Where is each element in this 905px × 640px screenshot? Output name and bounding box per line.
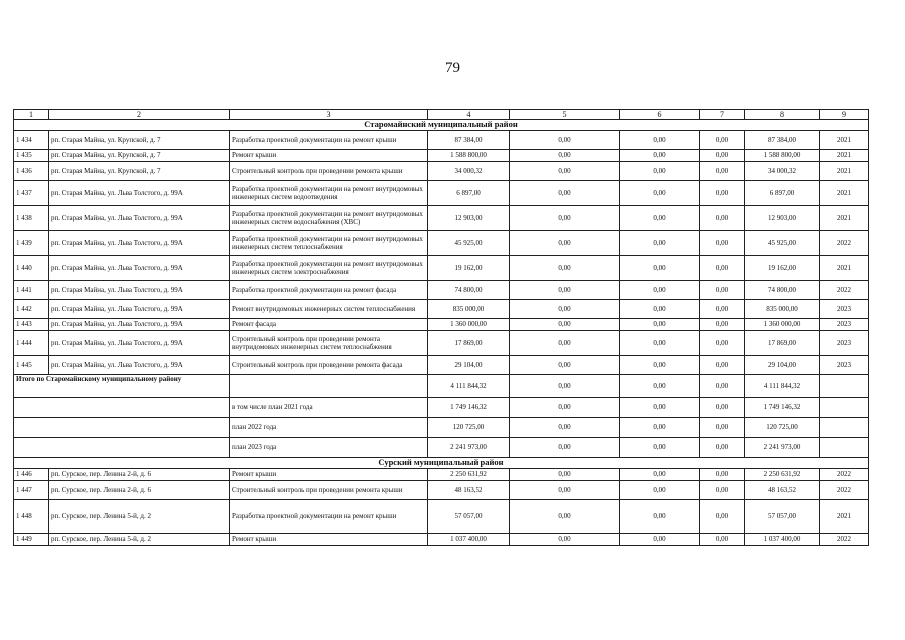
year-cell: 2022 xyxy=(820,480,869,499)
table-row xyxy=(14,480,869,499)
plan-label: план 2023 года xyxy=(230,437,428,457)
amount-col5-cell: 0,00 xyxy=(510,130,620,149)
address-cell: рп. Старая Майна, ул. Льва Толстого, д. 99А xyxy=(49,230,230,255)
address-cell: рп. Сурское, пер. Ленина 5-й, д. 2 xyxy=(49,533,230,545)
amount-total-cell: 45 925,00 xyxy=(428,230,510,255)
amount-col5-cell: 0,00 xyxy=(510,499,620,533)
amount-col6-cell: 0,00 xyxy=(620,149,700,161)
amount-col7-cell: 0,00 xyxy=(700,330,745,355)
plan-amount-cell: 1 749 146,32 xyxy=(428,397,510,417)
amount-col5-cell: 0,00 xyxy=(510,318,620,330)
plan-col6-cell: 0,00 xyxy=(620,397,700,417)
work-type-cell: Строительный контроль при проведении ремонта крыши xyxy=(230,161,428,180)
amount-total-cell: 19 162,00 xyxy=(428,255,510,280)
row-number: 1 446 xyxy=(14,468,49,480)
address-cell: рп. Старая Майна, ул. Крупской, д. 7 xyxy=(49,161,230,180)
table-row xyxy=(14,330,869,355)
row-number: 1 436 xyxy=(14,161,49,180)
col-header-8: 8 xyxy=(745,110,820,120)
year-cell: 2023 xyxy=(820,330,869,355)
plan-col5-cell: 0,00 xyxy=(510,397,620,417)
plan-label: в том числе план 2021 года xyxy=(230,397,428,417)
address-cell: рп. Сурское, пер. Ленина 2-й, д. 6 xyxy=(49,480,230,499)
work-type-cell: Строительный контроль при проведении ремонта внутридомовых инженерных систем теплоснабжения xyxy=(230,330,428,355)
plan-year-empty xyxy=(820,437,869,457)
total-col7-cell: 0,00 xyxy=(700,374,745,397)
amount-col7-cell: 0,00 xyxy=(700,230,745,255)
amount-col7-cell: 0,00 xyxy=(700,468,745,480)
work-type-cell: Разработка проектной документации на ремонт внутридомовых инженерных систем водоснабжения (ХВС) xyxy=(230,205,428,230)
amount-col6-cell: 0,00 xyxy=(620,280,700,299)
year-cell: 2021 xyxy=(820,255,869,280)
work-type-cell: Разработка проектной документации на ремонт внутридомовых инженерных систем водоотведения xyxy=(230,180,428,205)
amount-col6-cell: 0,00 xyxy=(620,205,700,230)
work-type-cell: Разработка проектной документации на ремонт крыши xyxy=(230,499,428,533)
amount-col6-cell: 0,00 xyxy=(620,130,700,149)
amount-col7-cell: 0,00 xyxy=(700,161,745,180)
table-row xyxy=(14,205,869,230)
amount-col8-cell: 12 903,00 xyxy=(745,205,820,230)
table-row xyxy=(14,318,869,330)
plan-row xyxy=(14,437,869,457)
table-row xyxy=(14,230,869,255)
col-header-9: 9 xyxy=(820,110,869,120)
amount-col7-cell: 0,00 xyxy=(700,255,745,280)
col-header-5: 5 xyxy=(510,110,620,120)
table-row xyxy=(14,149,869,161)
col-header-3: 3 xyxy=(230,110,428,120)
amount-total-cell: 29 104,00 xyxy=(428,355,510,374)
amount-total-cell: 74 800,00 xyxy=(428,280,510,299)
plan-label: план 2022 года xyxy=(230,417,428,437)
plan-year-empty xyxy=(820,417,869,437)
amount-col6-cell: 0,00 xyxy=(620,355,700,374)
work-type-cell: Разработка проектной документации на ремонт фасада xyxy=(230,280,428,299)
row-number: 1 441 xyxy=(14,280,49,299)
amount-col8-cell: 17 869,00 xyxy=(745,330,820,355)
work-type-cell: Ремонт крыши xyxy=(230,149,428,161)
table-row xyxy=(14,161,869,180)
amount-col5-cell: 0,00 xyxy=(510,205,620,230)
address-cell: рп. Старая Майна, ул. Льва Толстого, д. 99А xyxy=(49,255,230,280)
total-year-empty xyxy=(820,374,869,397)
row-number: 1 445 xyxy=(14,355,49,374)
address-cell: рп. Старая Майна, ул. Льва Толстого, д. 99А xyxy=(49,180,230,205)
amount-col7-cell: 0,00 xyxy=(700,205,745,230)
amount-total-cell: 1 360 000,00 xyxy=(428,318,510,330)
address-cell: рп. Старая Майна, ул. Льва Толстого, д. 99А xyxy=(49,299,230,318)
plan-empty-cell xyxy=(14,417,230,437)
row-number: 1 443 xyxy=(14,318,49,330)
amount-col5-cell: 0,00 xyxy=(510,468,620,480)
page-number: 79 xyxy=(445,60,460,76)
amount-col7-cell: 0,00 xyxy=(700,480,745,499)
row-number: 1 447 xyxy=(14,480,49,499)
total-col5-cell: 0,00 xyxy=(510,374,620,397)
row-number: 1 448 xyxy=(14,499,49,533)
total-col6-cell: 0,00 xyxy=(620,374,700,397)
address-cell: рп. Старая Майна, ул. Льва Толстого, д. 99А xyxy=(49,205,230,230)
plan-col7-cell: 0,00 xyxy=(700,417,745,437)
table-row xyxy=(14,180,869,205)
col-header-4: 4 xyxy=(428,110,510,120)
work-type-cell: Разработка проектной документации на ремонт внутридомовых инженерных систем электроснабжения xyxy=(230,255,428,280)
year-cell: 2021 xyxy=(820,130,869,149)
amount-col7-cell: 0,00 xyxy=(700,180,745,205)
row-number: 1 434 xyxy=(14,130,49,149)
row-number: 1 439 xyxy=(14,230,49,255)
work-type-cell: Ремонт крыши xyxy=(230,468,428,480)
address-cell: рп. Сурское, пер. Ленина 2-й, д. 6 xyxy=(49,468,230,480)
table-row xyxy=(14,299,869,318)
amount-col8-cell: 34 000,32 xyxy=(745,161,820,180)
year-cell: 2022 xyxy=(820,533,869,545)
amount-col6-cell: 0,00 xyxy=(620,499,700,533)
plan-col6-cell: 0,00 xyxy=(620,417,700,437)
year-cell: 2022 xyxy=(820,230,869,255)
amount-col6-cell: 0,00 xyxy=(620,330,700,355)
section-title: Старомайнский муниципальный район xyxy=(14,120,869,131)
table-row xyxy=(14,130,869,149)
plan-amount-cell: 2 241 973,00 xyxy=(428,437,510,457)
address-cell: рп. Старая Майна, ул. Льва Толстого, д. 99А xyxy=(49,318,230,330)
amount-col5-cell: 0,00 xyxy=(510,255,620,280)
plan-col5-cell: 0,00 xyxy=(510,437,620,457)
year-cell: 2021 xyxy=(820,180,869,205)
col-header-6: 6 xyxy=(620,110,700,120)
amount-col5-cell: 0,00 xyxy=(510,280,620,299)
year-cell: 2021 xyxy=(820,149,869,161)
amount-col7-cell: 0,00 xyxy=(700,318,745,330)
plan-col7-cell: 0,00 xyxy=(700,397,745,417)
amount-col8-cell: 45 925,00 xyxy=(745,230,820,255)
amount-col8-cell: 1 588 800,00 xyxy=(745,149,820,161)
amount-col7-cell: 0,00 xyxy=(700,533,745,545)
amount-col5-cell: 0,00 xyxy=(510,533,620,545)
amount-col8-cell: 74 800,00 xyxy=(745,280,820,299)
plan-col7-cell: 0,00 xyxy=(700,437,745,457)
amount-col5-cell: 0,00 xyxy=(510,480,620,499)
section-title: Сурский муниципальный район xyxy=(14,457,869,468)
work-type-cell: Ремонт фасада xyxy=(230,318,428,330)
total-amount-cell: 4 111 844,32 xyxy=(428,374,510,397)
amount-total-cell: 835 000,00 xyxy=(428,299,510,318)
year-cell: 2021 xyxy=(820,499,869,533)
amount-total-cell: 2 250 631,92 xyxy=(428,468,510,480)
amount-total-cell: 48 163,52 xyxy=(428,480,510,499)
table-row xyxy=(14,280,869,299)
amount-col8-cell: 19 162,00 xyxy=(745,255,820,280)
amount-col5-cell: 0,00 xyxy=(510,299,620,318)
amount-col5-cell: 0,00 xyxy=(510,180,620,205)
year-cell: 2022 xyxy=(820,280,869,299)
amount-col8-cell: 1 037 400,00 xyxy=(745,533,820,545)
total-work-empty xyxy=(230,374,428,397)
amount-col6-cell: 0,00 xyxy=(620,299,700,318)
amount-col6-cell: 0,00 xyxy=(620,318,700,330)
work-type-cell: Ремонт внутридомовых инженерных систем теплоснабжения xyxy=(230,299,428,318)
amount-col6-cell: 0,00 xyxy=(620,161,700,180)
column-number-header xyxy=(14,110,869,120)
amount-col7-cell: 0,00 xyxy=(700,280,745,299)
year-cell: 2023 xyxy=(820,355,869,374)
col-header-1: 1 xyxy=(14,110,49,120)
year-cell: 2021 xyxy=(820,161,869,180)
amount-col6-cell: 0,00 xyxy=(620,480,700,499)
plan-row xyxy=(14,397,869,417)
address-cell: рп. Сурское, пер. Ленина 5-й, д. 2 xyxy=(49,499,230,533)
address-cell: рп. Старая Майна, ул. Крупской, д. 7 xyxy=(49,149,230,161)
plan-row xyxy=(14,417,869,437)
col-header-7: 7 xyxy=(700,110,745,120)
amount-col8-cell: 2 250 631,92 xyxy=(745,468,820,480)
address-cell: рп. Старая Майна, ул. Льва Толстого, д. 99А xyxy=(49,355,230,374)
work-type-cell: Разработка проектной документации на ремонт внутридомовых инженерных систем теплоснабжения xyxy=(230,230,428,255)
amount-col8-cell: 835 000,00 xyxy=(745,299,820,318)
capital-repair-table xyxy=(13,109,869,546)
amount-col7-cell: 0,00 xyxy=(700,499,745,533)
work-type-cell: Ремонт крыши xyxy=(230,533,428,545)
amount-col7-cell: 0,00 xyxy=(700,355,745,374)
plan-col6-cell: 0,00 xyxy=(620,437,700,457)
row-number: 1 440 xyxy=(14,255,49,280)
amount-col6-cell: 0,00 xyxy=(620,180,700,205)
plan-amount-cell: 120 725,00 xyxy=(428,417,510,437)
amount-col8-cell: 6 897,00 xyxy=(745,180,820,205)
amount-col6-cell: 0,00 xyxy=(620,255,700,280)
amount-col7-cell: 0,00 xyxy=(700,149,745,161)
amount-col5-cell: 0,00 xyxy=(510,330,620,355)
amount-col5-cell: 0,00 xyxy=(510,230,620,255)
amount-total-cell: 1 588 800,00 xyxy=(428,149,510,161)
year-cell: 2022 xyxy=(820,468,869,480)
year-cell: 2023 xyxy=(820,299,869,318)
amount-total-cell: 1 037 400,00 xyxy=(428,533,510,545)
address-cell: рп. Старая Майна, ул. Крупской, д. 7 xyxy=(49,130,230,149)
plan-col8-cell: 2 241 973,00 xyxy=(745,437,820,457)
plan-col8-cell: 120 725,00 xyxy=(745,417,820,437)
total-row xyxy=(14,374,869,397)
amount-col8-cell: 57 057,00 xyxy=(745,499,820,533)
amount-col5-cell: 0,00 xyxy=(510,161,620,180)
total-col8-cell: 4 111 844,32 xyxy=(745,374,820,397)
amount-col5-cell: 0,00 xyxy=(510,355,620,374)
row-number: 1 435 xyxy=(14,149,49,161)
amount-col8-cell: 87 384,00 xyxy=(745,130,820,149)
col-header-2: 2 xyxy=(49,110,230,120)
work-type-cell: Разработка проектной документации на ремонт крыши xyxy=(230,130,428,149)
section-header-row xyxy=(14,120,869,131)
amount-col8-cell: 48 163,52 xyxy=(745,480,820,499)
plan-year-empty xyxy=(820,397,869,417)
table-row xyxy=(14,533,869,545)
row-number: 1 449 xyxy=(14,533,49,545)
amount-total-cell: 17 869,00 xyxy=(428,330,510,355)
row-number: 1 438 xyxy=(14,205,49,230)
year-cell: 2023 xyxy=(820,318,869,330)
work-type-cell: Строительный контроль при проведении ремонта крыши xyxy=(230,480,428,499)
year-cell: 2021 xyxy=(820,205,869,230)
address-cell: рп. Старая Майна, ул. Льва Толстого, д. 99А xyxy=(49,280,230,299)
section-header-row xyxy=(14,457,869,468)
amount-col5-cell: 0,00 xyxy=(510,149,620,161)
amount-col6-cell: 0,00 xyxy=(620,230,700,255)
amount-col6-cell: 0,00 xyxy=(620,533,700,545)
plan-empty-cell xyxy=(14,437,230,457)
amount-total-cell: 87 384,00 xyxy=(428,130,510,149)
amount-col6-cell: 0,00 xyxy=(620,468,700,480)
amount-total-cell: 12 903,00 xyxy=(428,205,510,230)
amount-total-cell: 6 897,00 xyxy=(428,180,510,205)
row-number: 1 442 xyxy=(14,299,49,318)
address-cell: рп. Старая Майна, ул. Льва Толстого, д. 99А xyxy=(49,330,230,355)
amount-total-cell: 57 057,00 xyxy=(428,499,510,533)
table-row xyxy=(14,255,869,280)
work-type-cell: Строительный контроль при проведении ремонта фасада xyxy=(230,355,428,374)
table-row xyxy=(14,499,869,533)
amount-col8-cell: 29 104,00 xyxy=(745,355,820,374)
amount-col7-cell: 0,00 xyxy=(700,130,745,149)
plan-empty-cell xyxy=(14,397,230,417)
amount-total-cell: 34 000,32 xyxy=(428,161,510,180)
row-number: 1 437 xyxy=(14,180,49,205)
table-row xyxy=(14,468,869,480)
table-body xyxy=(14,110,869,546)
plan-col5-cell: 0,00 xyxy=(510,417,620,437)
row-number: 1 444 xyxy=(14,330,49,355)
table-row xyxy=(14,355,869,374)
amount-col7-cell: 0,00 xyxy=(700,299,745,318)
amount-col8-cell: 1 360 000,00 xyxy=(745,318,820,330)
plan-col8-cell: 1 749 146,32 xyxy=(745,397,820,417)
total-label: Итого по Старомайнскому муниципальному району xyxy=(14,374,230,397)
